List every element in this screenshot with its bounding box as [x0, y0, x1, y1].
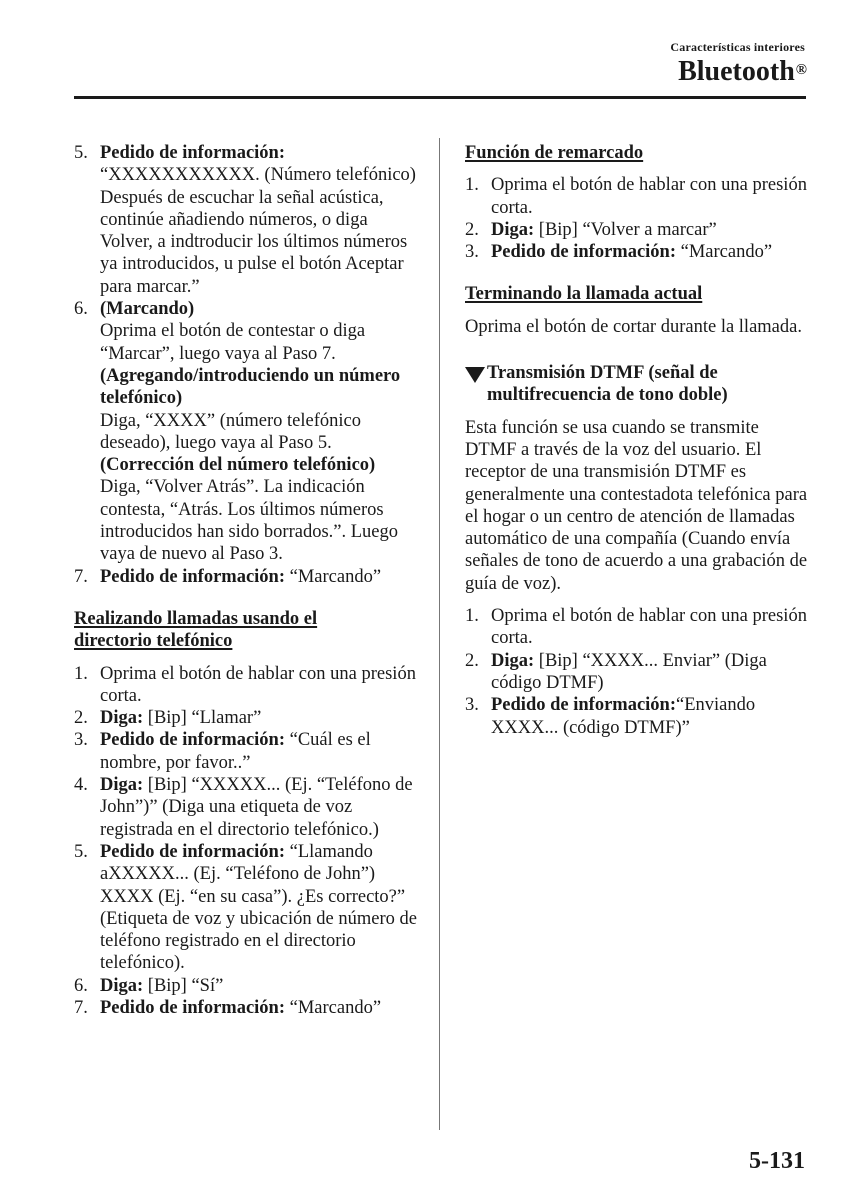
page-title-text: Bluetooth — [678, 56, 795, 87]
step-number: 1. — [465, 606, 479, 627]
right-column — [465, 142, 810, 739]
step-text: Oprima el botón de hablar con una presión corta. — [491, 175, 807, 218]
step-number: 5. — [74, 841, 88, 862]
dir-step-1 — [74, 663, 424, 708]
step-text: [Bip] “XXXXX... (Ej. “Teléfono de John”)” (Diga una etiqueta de voz registrada en el directorio telefónico.) — [100, 775, 413, 840]
option-text-dialing: Oprima el botón de contestar o diga “Marcar”, luego vaya al Paso 7. — [100, 321, 366, 364]
header-rule — [74, 96, 806, 99]
step-label: Pedido de información: — [491, 242, 676, 263]
step-number: 4. — [74, 775, 88, 796]
dir-step-5 — [74, 841, 424, 975]
step-label: Pedido de información: — [100, 841, 285, 862]
step-number: 3. — [465, 695, 479, 716]
step-number: 2. — [74, 708, 88, 729]
step-label: Diga: — [491, 650, 535, 671]
dir-step-7 — [74, 997, 424, 1019]
column-divider — [439, 138, 440, 1130]
step-label: Diga: — [100, 775, 144, 796]
step-text: Oprima el botón de hablar con una presión corta. — [100, 663, 416, 706]
step-label: Pedido de información: — [100, 566, 285, 587]
dir-step-6 — [74, 975, 424, 997]
triangle-bullet-icon — [465, 367, 485, 383]
dtmf-steps-list — [465, 605, 810, 739]
directory-call-heading — [74, 608, 424, 653]
step-text: [Bip] “Sí” — [147, 975, 224, 996]
option-heading-correction: (Corrección del número telefónico) — [100, 455, 376, 476]
option-text-adding: Diga, “XXXX” (número telefónico deseado), luego vaya al Paso 5. — [100, 410, 361, 453]
step-text: [Bip] “XXXX... Enviar” (Diga código DTMF) — [491, 650, 767, 693]
directory-steps-list — [74, 663, 424, 1020]
step-label: Diga: — [491, 219, 535, 240]
step-label: Pedido de información: — [100, 997, 285, 1018]
directory-call-heading-line2: directorio telefónico — [74, 631, 233, 652]
step-text: “Llamando aXXXXX... (Ej. “Teléfono de John”) XXXX (Ej. “en su casa”). ¿Es correcto?” (Etiqueta de voz y ubicación de número de teléfono registrado en el directorio telefónico). — [100, 841, 417, 974]
dtmf-step-1 — [465, 605, 810, 650]
continued-steps-list — [74, 142, 424, 588]
option-heading-adding: (Agregando/introduciendo un número telefónico) — [100, 365, 401, 409]
step-7 — [74, 566, 424, 588]
step-text: “Cuál es el nombre, por favor..” — [100, 730, 371, 773]
redial-step-2 — [465, 219, 810, 241]
step-text: “Enviando XXXX... (código DTMF)” — [491, 695, 756, 738]
redial-steps-list — [465, 174, 810, 263]
end-call-heading: Terminando la llamada actual — [465, 284, 703, 305]
step-number: 6. — [74, 299, 88, 320]
directory-call-heading-line1: Realizando llamadas usando el — [74, 608, 318, 629]
step-label: Pedido de información: — [100, 730, 285, 751]
step-number: 5. — [74, 143, 88, 163]
step-text: Oprima el botón de hablar con una presión corta. — [491, 606, 807, 649]
registered-mark: ® — [795, 62, 807, 78]
end-call-text: Oprima el botón de cortar durante la llamada. — [465, 316, 802, 337]
step-text: “Marcando” — [680, 242, 773, 263]
redial-step-1 — [465, 174, 810, 219]
step-number: 1. — [465, 175, 479, 196]
header-section-label: Características interiores — [670, 40, 805, 54]
step-text: [Bip] “Volver a marcar” — [538, 219, 717, 240]
step-number: 7. — [74, 566, 88, 587]
step-number: 7. — [74, 997, 88, 1018]
left-column — [74, 142, 424, 1019]
redial-step-3 — [465, 241, 810, 263]
dtmf-intro: Esta función se usa cuando se transmite DTMF a través de la voz del usuario. El receptor de una transmisión DTMF es generalmente una contestadota telefónica para el hogar o un centro de atención de llamadas automático de una compañía (Cuando envía señales de tono de acuerdo a una grabación de guía de voz). — [465, 417, 808, 594]
step-text: “Marcando” — [289, 566, 382, 587]
step-6 — [74, 298, 424, 566]
step-label: Pedido de información: — [491, 695, 676, 716]
step-number: 2. — [465, 219, 479, 240]
dir-step-4 — [74, 774, 424, 841]
dir-step-2 — [74, 707, 424, 729]
step-number: 2. — [465, 650, 479, 671]
step-label: Pedido de información: — [100, 143, 285, 163]
step-number: 3. — [465, 242, 479, 263]
step-label: Diga: — [100, 975, 144, 996]
step-text: [Bip] “Llamar” — [147, 708, 262, 729]
step-5 — [74, 142, 424, 298]
step-text: “Marcando” — [289, 997, 382, 1018]
dtmf-heading-text: Transmisión DTMF (señal de multifrecuencia de tono doble) — [487, 363, 728, 406]
step-text: “XXXXXXXXXXX. (Número telefónico) Después de escuchar la señal acústica, continúe añadiendo números, o diga Volver, a indtroducir los últimos números ya introducidos, u pulse el botón Aceptar para marcar.” — [100, 165, 416, 297]
dir-step-3 — [74, 729, 424, 774]
option-text-correction: Diga, “Volver Atrás”. La indicación contesta, “Atrás. Los últimos números introducidos han sido borrados.”. Luego vaya de nuevo al Paso 3. — [100, 477, 398, 565]
dtmf-step-2 — [465, 650, 810, 695]
step-number: 6. — [74, 975, 88, 996]
step-number: 3. — [74, 730, 88, 751]
dtmf-heading — [465, 362, 810, 407]
page-title — [678, 56, 807, 88]
page-number: 5-131 — [749, 1148, 805, 1174]
dtmf-step-3 — [465, 694, 810, 739]
option-heading-dialing: (Marcando) — [100, 299, 195, 320]
redial-heading: Función de remarcado — [465, 143, 644, 163]
step-number: 1. — [74, 663, 88, 684]
step-label: Diga: — [100, 708, 144, 729]
